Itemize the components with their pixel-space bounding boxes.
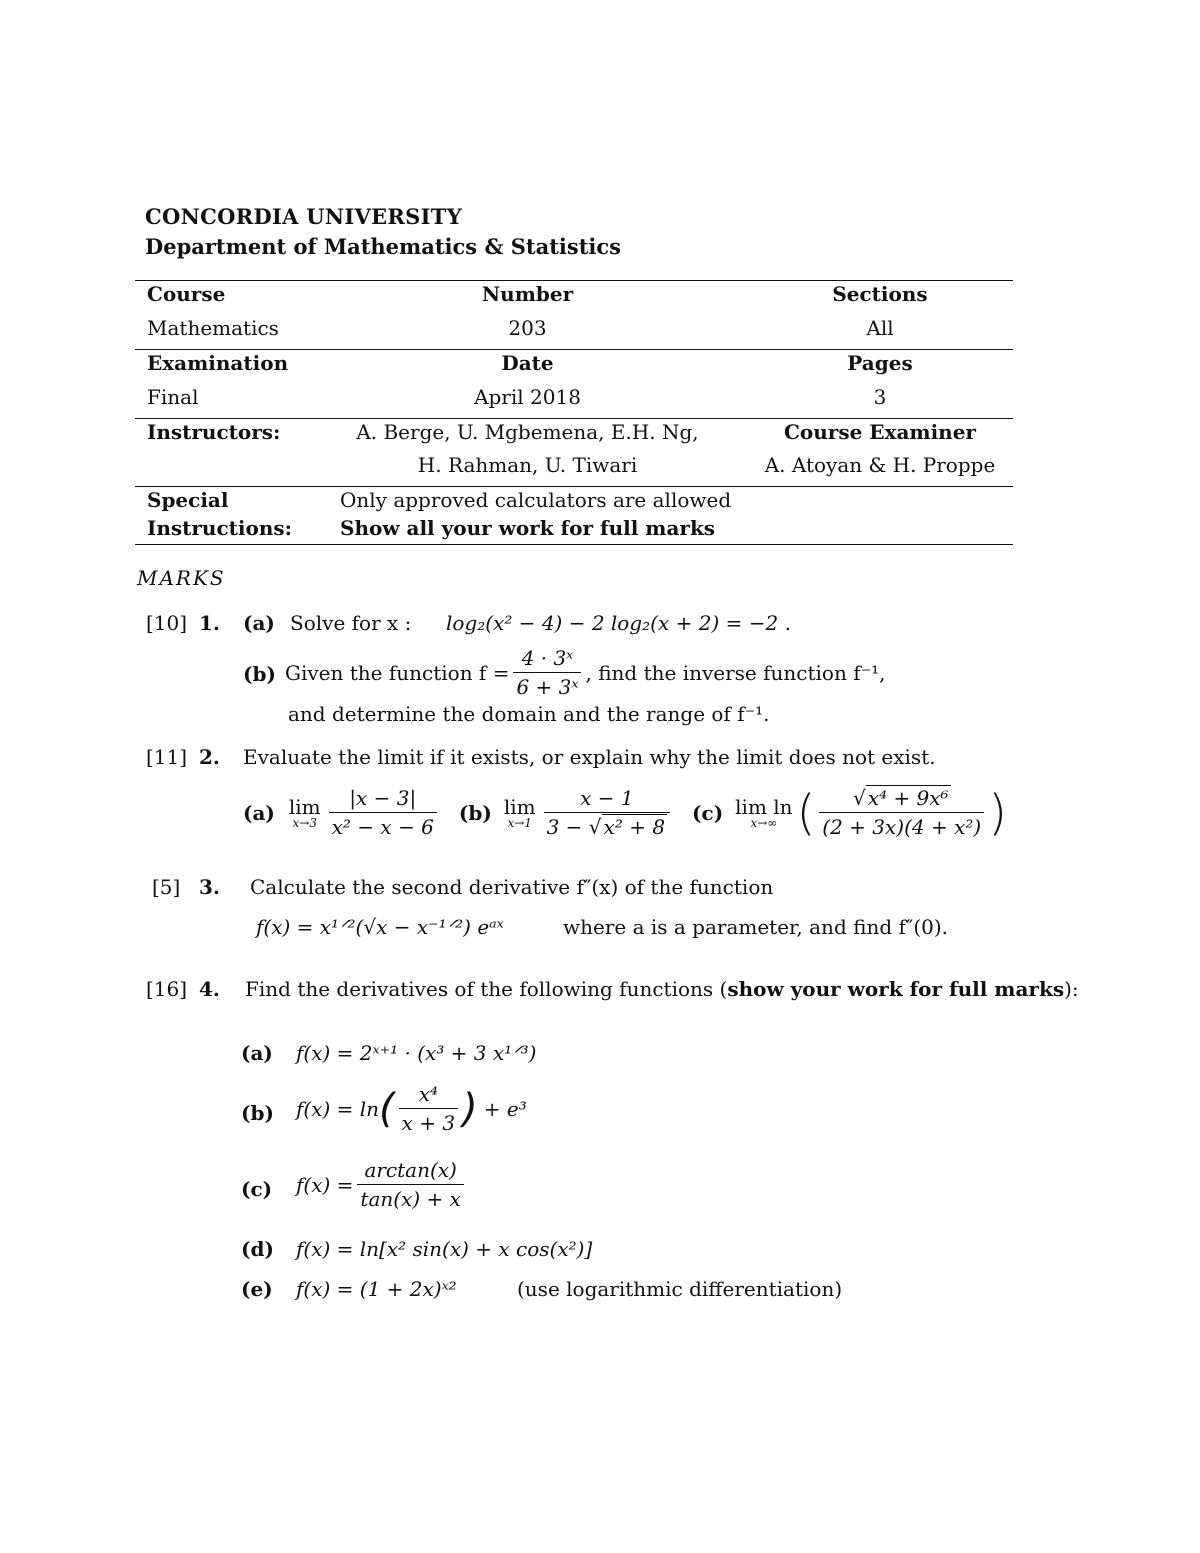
special-header-1: Special <box>147 488 229 512</box>
right-paren: ) <box>462 1085 478 1132</box>
q2a-lim <box>288 794 321 830</box>
left-paren: ( <box>796 784 816 841</box>
course-value: Mathematics <box>147 316 279 340</box>
q1a-label: (a) <box>243 611 275 635</box>
date-header: Date <box>501 351 554 375</box>
instructors-header: Instructors: <box>147 420 281 444</box>
date-value: April 2018 <box>474 385 581 409</box>
q2c-numerator: √ x⁴ + 9x⁶ <box>852 786 949 810</box>
q4b-fraction <box>399 1082 458 1135</box>
q4b-pre: f(x) = ln <box>296 1096 380 1121</box>
q2-text: Evaluate the limit if it exists, or explain why the limit does not exist. <box>243 745 936 769</box>
examination-value: Final <box>147 385 199 409</box>
table-rule <box>135 280 1013 281</box>
q2c-lim-word: lim ln <box>735 794 793 819</box>
sections-value: All <box>866 316 894 340</box>
pages-header: Pages <box>847 351 913 375</box>
marks-label: MARKS <box>137 566 226 590</box>
q2-number: 2. <box>199 745 220 769</box>
examiner-header: Course Examiner <box>784 420 976 444</box>
q2a-label: (a) <box>243 800 275 825</box>
q4c-label: (c) <box>241 1177 273 1201</box>
q4c-denominator: tan(x) + x <box>357 1184 463 1211</box>
q4b-denominator: x + 3 <box>399 1108 458 1135</box>
q3-marks: [5] <box>152 875 181 899</box>
q2c-fraction <box>819 786 984 839</box>
q2-marks: [11] <box>146 745 188 769</box>
q2b-label: (b) <box>458 800 492 825</box>
table-rule <box>135 486 1013 487</box>
q2b-denominator: 3 − √ x² + 8 <box>544 812 670 839</box>
q2-limits <box>243 786 1007 839</box>
q2a-fraction <box>329 786 437 839</box>
left-paren: ( <box>379 1085 395 1132</box>
q1b-fraction <box>513 646 581 699</box>
q4d-equation: f(x) = ln[x² sin(x) + x cos(x²)] <box>296 1237 593 1261</box>
q3-text-2: where a is a parameter, and find f″(0). <box>563 915 949 939</box>
q2b-lim-sub: x→1 <box>507 815 532 830</box>
q4-marks: [16] <box>146 977 188 1001</box>
table-rule <box>135 349 1013 350</box>
university-name: CONCORDIA UNIVERSITY <box>145 204 462 229</box>
q4-text-bold: show your work for full marks <box>727 977 1065 1001</box>
q3-number: 3. <box>199 875 220 899</box>
q2c-lim <box>735 794 793 830</box>
number-header: Number <box>481 282 574 306</box>
course-header: Course <box>147 282 226 306</box>
department-name: Department of Mathematics & Statistics <box>145 234 621 259</box>
q2a-numerator: |x − 3| <box>349 786 417 810</box>
q4b-post: + e³ <box>483 1096 527 1121</box>
q1-marks: [10] <box>146 611 188 635</box>
q4e-note: (use logarithmic differentiation) <box>517 1277 843 1301</box>
q4e-label: (e) <box>241 1277 273 1301</box>
q4c-pre: f(x) = <box>296 1172 354 1197</box>
q4b-equation <box>296 1082 527 1135</box>
q1a-equation: log₂(x² − 4) − 2 log₂(x + 2) = −2 . <box>446 611 791 635</box>
q2b-fraction <box>544 786 670 839</box>
special-header-2: Instructions: <box>147 516 293 540</box>
q1b-label: (b) <box>243 662 276 686</box>
q4-text <box>245 977 1079 1001</box>
q2a-denominator: x² − x − 6 <box>329 812 437 839</box>
q2c-label: (c) <box>692 800 724 825</box>
number-value: 203 <box>508 316 547 340</box>
q4e-equation: f(x) = (1 + 2x)ˣ² <box>296 1277 457 1301</box>
q1b-text-3: and determine the domain and the range of f⁻¹. <box>288 702 770 726</box>
q4b-label: (b) <box>241 1101 274 1125</box>
q4a-equation: f(x) = 2ˣ⁺¹ · (x³ + 3 x¹ᐟ³) <box>296 1041 537 1065</box>
table-rule <box>135 418 1013 419</box>
q4b-numerator: x⁴ <box>418 1082 439 1106</box>
q2b-numerator: x − 1 <box>580 786 634 810</box>
q4-text-post: ): <box>1064 977 1079 1001</box>
instructors-line-2: H. Rahman, U. Tiwari <box>417 453 638 477</box>
q2b-den-pre: 3 − <box>546 815 589 839</box>
special-instruction-1: Only approved calculators are allowed <box>340 488 732 512</box>
q2b-lim-word: lim <box>503 794 536 819</box>
examiner-value: A. Atoyan & H. Proppe <box>764 453 996 477</box>
q4-number: 4. <box>199 977 220 1001</box>
q3-text-1: Calculate the second derivative f″(x) of the function <box>250 875 774 899</box>
q4-text-pre: Find the derivatives of the following functions ( <box>245 977 728 1001</box>
q2c-denominator: (2 + 3x)(4 + x²) <box>819 812 984 839</box>
q4a-label: (a) <box>241 1041 273 1065</box>
q1b-denominator: 6 + 3ˣ <box>513 672 581 699</box>
sections-header: Sections <box>832 282 928 306</box>
instructors-line-1: A. Berge, U. Mgbemena, E.H. Ng, <box>356 420 699 444</box>
q4c-fraction <box>357 1158 463 1211</box>
right-paren: ) <box>988 784 1007 841</box>
q2b-lim <box>503 794 536 830</box>
q2c-lim-sub: x→∞ <box>750 815 778 830</box>
q4c-numerator: arctan(x) <box>364 1158 457 1182</box>
q1b-text-1: Given the function f = <box>285 660 510 685</box>
q2c-num-radicand: x⁴ + 9x⁶ <box>867 786 949 810</box>
examination-header: Examination <box>147 351 289 375</box>
special-instruction-2: Show all your work for full marks <box>340 516 716 540</box>
q2b-den-radicand: x² + 8 <box>603 815 666 839</box>
table-rule <box>135 544 1013 545</box>
q2a-lim-word: lim <box>288 794 321 819</box>
q1b-text-2: , find the inverse function f⁻¹, <box>585 660 886 685</box>
q1a-text: Solve for x : <box>290 611 412 635</box>
q3-equation: f(x) = x¹ᐟ²(√x − x⁻¹ᐟ²) eᵃˣ <box>256 915 504 939</box>
q1-number: 1. <box>199 611 220 635</box>
pages-value: 3 <box>873 385 887 409</box>
q4c-equation <box>296 1158 468 1211</box>
q2a-lim-sub: x→3 <box>292 815 317 830</box>
q1b-line <box>285 646 886 699</box>
q4d-label: (d) <box>241 1237 274 1261</box>
q1b-numerator: 4 · 3ˣ <box>521 646 574 670</box>
